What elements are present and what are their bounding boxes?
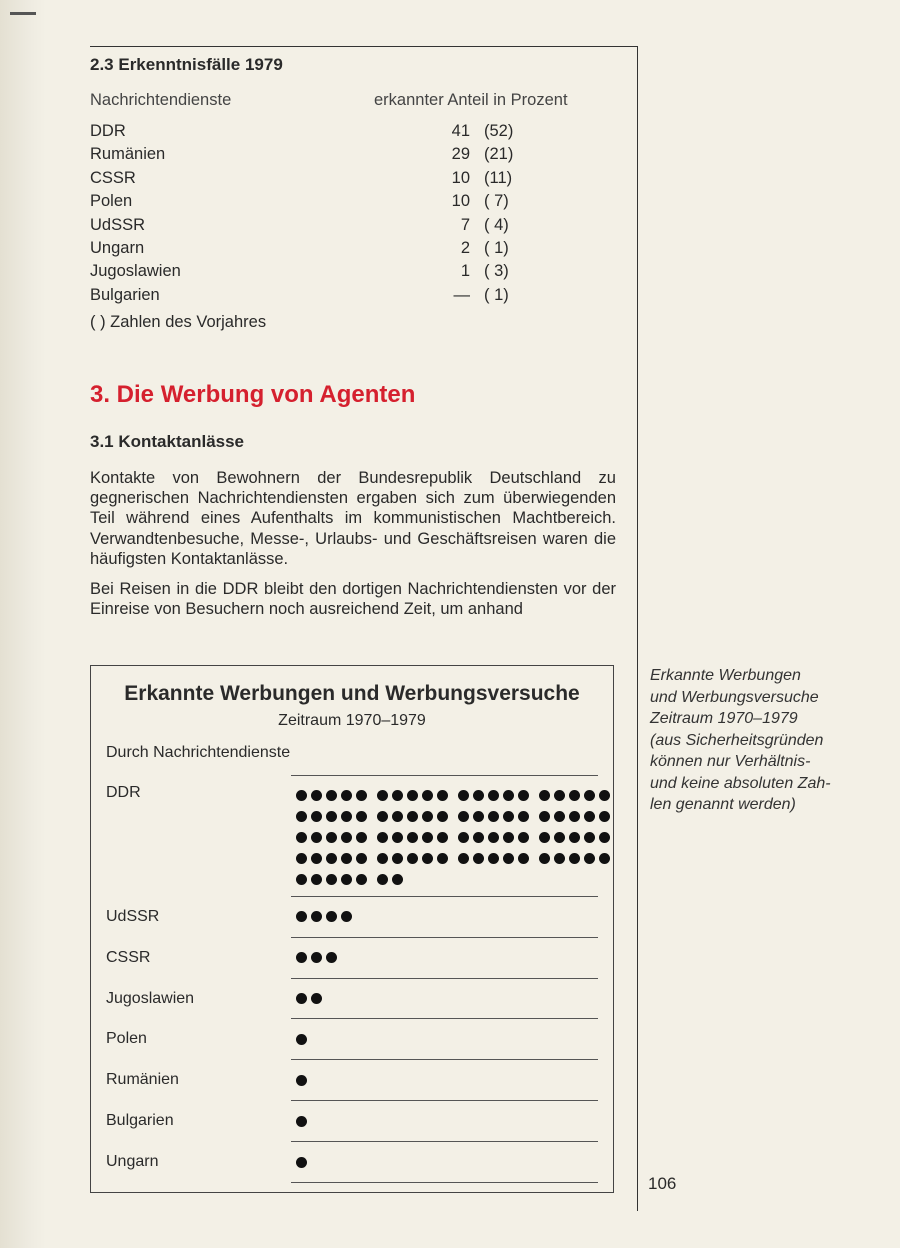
chart-dot <box>407 790 418 801</box>
row-separator <box>291 1100 598 1101</box>
percent-cell: — <box>453 285 470 304</box>
chart-dot <box>392 790 403 801</box>
chart-dot <box>554 832 565 843</box>
chart-dot <box>296 874 307 885</box>
chart-row-label: UdSSR <box>106 908 160 925</box>
chart-dot <box>488 811 499 822</box>
country-cell: Ungarn <box>90 238 145 257</box>
chart-dot <box>584 832 595 843</box>
percent-cell: 29 <box>451 145 470 164</box>
country-cell: DDR <box>90 122 126 140</box>
chart-dot <box>326 874 337 885</box>
chart-dot <box>518 853 529 864</box>
percent-row <box>434 237 528 260</box>
chart-dot <box>488 853 499 864</box>
chart-dot <box>458 790 469 801</box>
previous-year-cell: ( 7) <box>484 192 509 211</box>
row-separator <box>291 896 598 897</box>
chart-dot <box>296 790 307 801</box>
chart-dot <box>422 811 433 822</box>
country-list <box>90 120 181 307</box>
chart-dot <box>326 853 337 864</box>
chart-dot <box>407 853 418 864</box>
chart-dot <box>356 832 367 843</box>
chart-dot <box>569 853 580 864</box>
chart-dot <box>392 811 403 822</box>
row-separator <box>291 1182 598 1183</box>
chart-dot <box>554 790 565 801</box>
percent-cell: 10 <box>451 192 470 211</box>
chart-dot <box>296 1116 307 1127</box>
chart-dot <box>311 952 322 963</box>
top-rule <box>90 46 638 47</box>
chart-row-label: Polen <box>106 1030 147 1047</box>
chart-dot <box>311 911 322 922</box>
table-footnote: ( ) Zahlen des Vorjahres <box>90 313 267 331</box>
chart-dot <box>392 853 403 864</box>
chart-dot <box>599 832 610 843</box>
previous-year-cell: ( 1) <box>484 285 509 304</box>
chart-dot <box>356 811 367 822</box>
chart-title: Erkannte Werbungen und Werbungsversuche <box>124 682 580 705</box>
chart-dot <box>356 790 367 801</box>
percent-list <box>434 120 528 307</box>
chart-subtitle: Zeitraum 1970–1979 <box>278 712 426 729</box>
chart-dot <box>584 811 595 822</box>
chart-dot <box>296 811 307 822</box>
chart-dot <box>296 1075 307 1086</box>
chart-dot <box>518 832 529 843</box>
chart-dot <box>422 790 433 801</box>
chart-dot <box>437 853 448 864</box>
percent-cell: 10 <box>451 168 470 187</box>
chart-dot <box>437 790 448 801</box>
chart-dot <box>326 790 337 801</box>
percent-cell: 41 <box>451 122 470 140</box>
chart-dot <box>341 832 352 843</box>
chart-dot <box>326 832 337 843</box>
previous-year-cell: ( 1) <box>484 238 509 257</box>
country-cell: UdSSR <box>90 215 146 234</box>
chart-dot <box>584 790 595 801</box>
page-number: 106 <box>648 1174 677 1193</box>
chart-dot <box>569 790 580 801</box>
percent-row <box>434 260 528 283</box>
previous-year-cell: (52) <box>484 122 514 140</box>
chart-dot <box>539 832 550 843</box>
row-separator <box>291 1141 598 1142</box>
chart-dot <box>473 853 484 864</box>
chart-dot <box>473 790 484 801</box>
chart-dot <box>296 832 307 843</box>
chart-dot <box>458 832 469 843</box>
chart-dot <box>569 811 580 822</box>
chart-dot <box>458 811 469 822</box>
chart-dot <box>539 790 550 801</box>
body-paragraph: Kontakte von Bewohnern der Bundesrepublik Deutschland zu gegnerischen Nachrichtendiensten ergaben sich zum überwiegenden Teil während eines Aufenthalts im kommunistischen Machtbereich. Verwandtenbesuche, Messe-, Urlaubs- und Geschäftsreisen waren die häufigsten Kontaktanlässe. <box>90 469 616 568</box>
chart-dot <box>539 811 550 822</box>
chart-dot <box>503 811 514 822</box>
chart-dot <box>296 993 307 1004</box>
chart-dot <box>311 853 322 864</box>
row-separator <box>291 1059 598 1060</box>
previous-year-cell: (21) <box>484 145 514 164</box>
chart-dot <box>599 790 610 801</box>
chart-dot <box>377 790 388 801</box>
chart-dot <box>503 853 514 864</box>
section-heading: 2.3 Erkenntnisfälle 1979 <box>90 55 283 74</box>
chart-dot <box>311 993 322 1004</box>
country-cell: CSSR <box>90 168 136 187</box>
percent-row <box>434 284 528 307</box>
country-cell: Jugoslawien <box>90 262 181 281</box>
row-separator <box>291 775 598 776</box>
chart-dot <box>539 853 550 864</box>
chart-dot <box>503 790 514 801</box>
chart-dot <box>341 874 352 885</box>
chart-dot <box>377 853 388 864</box>
chart-dot <box>407 832 418 843</box>
corner-mark <box>10 12 36 15</box>
body-paragraph: Bei Reisen in die DDR bleibt den dortigen Nachrichtendiensten vor der Einreise von Besuchern noch ausreichend Zeit, um anhand <box>90 580 616 619</box>
chart-row-label: Rumänien <box>106 1071 179 1088</box>
chart-dot <box>458 853 469 864</box>
chart-dot <box>377 811 388 822</box>
row-separator <box>291 937 598 938</box>
previous-year-cell: ( 4) <box>484 215 509 234</box>
chart-dot <box>599 811 610 822</box>
country-cell: Polen <box>90 192 133 211</box>
chart-dot <box>296 952 307 963</box>
chart-dot <box>488 790 499 801</box>
chart-dot <box>296 911 307 922</box>
chapter-heading: 3. Die Werbung von Agenten <box>90 381 416 408</box>
chart-dot <box>296 1034 307 1045</box>
chart-dot <box>518 790 529 801</box>
chart-dot <box>296 853 307 864</box>
chart-dot <box>503 832 514 843</box>
right-rule <box>637 46 638 1211</box>
chart-dot <box>392 874 403 885</box>
chart-dot <box>422 853 433 864</box>
chart-dot <box>377 874 388 885</box>
country-cell: Bulgarien <box>90 285 160 304</box>
row-separator <box>291 978 598 979</box>
percent-cell: 7 <box>460 215 470 234</box>
chart-dot <box>341 853 352 864</box>
chart-dot <box>392 832 403 843</box>
percent-row <box>434 120 528 143</box>
previous-year-cell: (11) <box>484 168 513 187</box>
chart-dot <box>311 811 322 822</box>
country-cell: Rumänien <box>90 145 166 164</box>
percent-row <box>434 214 528 237</box>
chart-dot <box>437 832 448 843</box>
chart-dot <box>554 853 565 864</box>
chart-dot <box>326 911 337 922</box>
chart-side-note: Erkannte Werbungen und Werbungsversuche Zeitraum 1970–1979 (aus Sicherheitsgründen können nur Verhältnis- und keine absoluten Zah- len genannt werden) <box>650 667 831 813</box>
chart-dot <box>422 832 433 843</box>
column-header-services: Nachrichtendienste <box>90 91 232 109</box>
chart-dot <box>407 811 418 822</box>
subsection-heading: 3.1 Kontaktanlässe <box>90 432 245 451</box>
chart-dot <box>473 832 484 843</box>
chart-dot <box>341 911 352 922</box>
previous-year-cell: ( 3) <box>484 262 509 281</box>
percent-row <box>434 190 528 213</box>
chart-dot <box>311 874 322 885</box>
row-separator <box>291 1018 598 1019</box>
chart-dot <box>356 853 367 864</box>
chart-dot <box>473 811 484 822</box>
chart-row-label: Ungarn <box>106 1153 159 1170</box>
chart-dot <box>326 952 337 963</box>
chart-dot <box>518 811 529 822</box>
chart-dot <box>341 811 352 822</box>
percent-cell: 2 <box>460 238 470 257</box>
chart-dot <box>296 1157 307 1168</box>
chart-row-label: DDR <box>106 784 141 801</box>
chart-dot <box>311 790 322 801</box>
percent-row <box>434 167 528 190</box>
chart-row-header: Durch Nachrichtendienste <box>106 744 291 761</box>
recruitment-chart-box <box>90 665 614 1193</box>
chart-dot <box>437 811 448 822</box>
chart-row-label: Bulgarien <box>106 1112 174 1129</box>
chart-dot <box>599 853 610 864</box>
chart-dot <box>569 832 580 843</box>
chart-dot <box>554 811 565 822</box>
chart-dot <box>356 874 367 885</box>
percent-cell: 1 <box>460 262 470 281</box>
chart-dot <box>584 853 595 864</box>
chart-dot <box>326 811 337 822</box>
chart-dot <box>311 832 322 843</box>
chart-dot <box>488 832 499 843</box>
column-header-percent: erkannter Anteil in Prozent <box>374 91 568 109</box>
chart-dot <box>377 832 388 843</box>
chart-dot <box>341 790 352 801</box>
chart-row-label: CSSR <box>106 949 151 966</box>
chart-row-label: Jugoslawien <box>106 990 195 1007</box>
percent-row <box>434 143 528 166</box>
page-binding-edge <box>0 0 46 1248</box>
